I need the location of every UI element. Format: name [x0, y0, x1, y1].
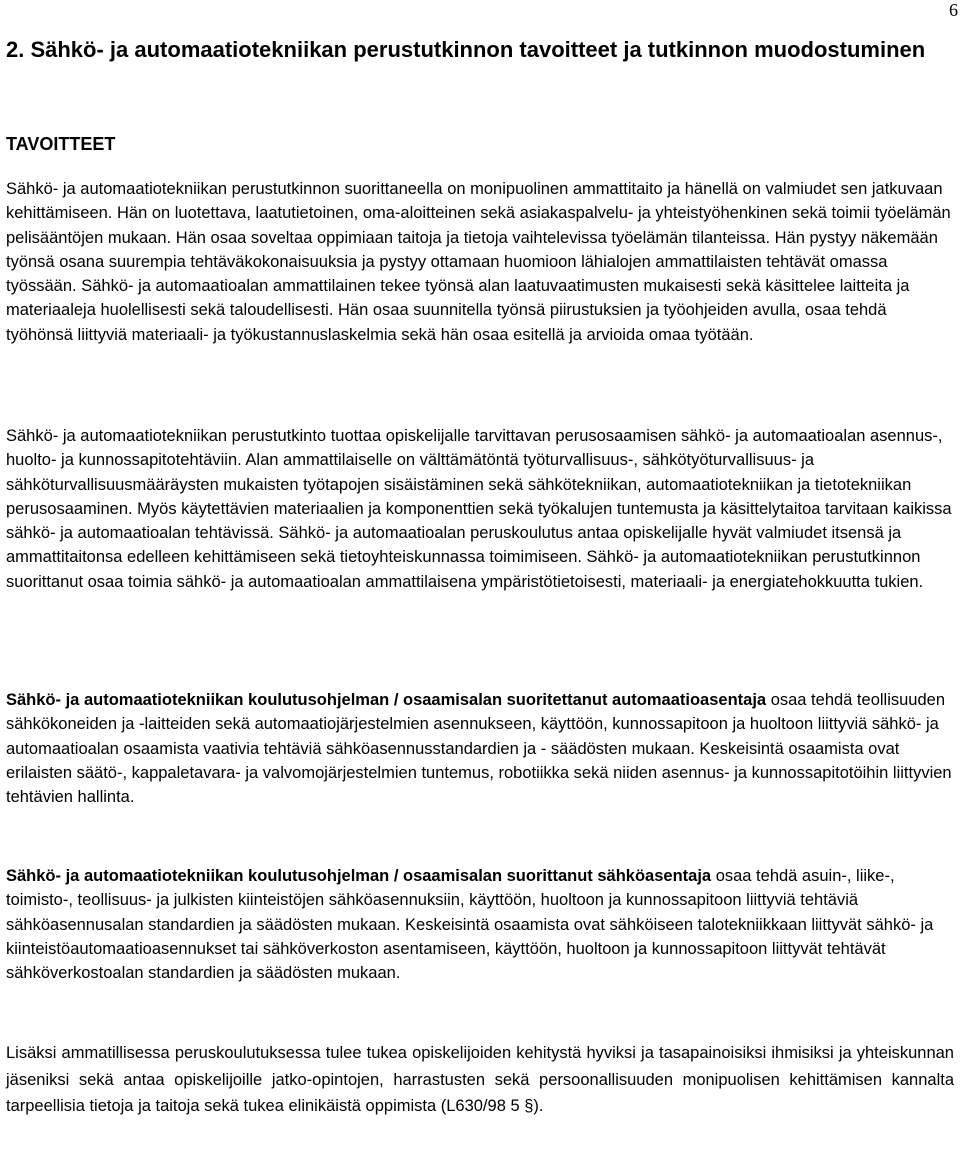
automation-installer-text: osaa tehdä teollisuuden sähkökoneiden ja -laitteiden sekä automaatiojärjestelmien asennukseen, käyttöön, kunnossapitoon ja huoltoon liittyviä sähkö- ja automaatioalan osaamista vaativia tehtäviä sähköasennusstandardien ja - säädösten mukaan. Keskeisintä osaamista ovat erilaisten säätö-, kappaletavara- ja valvomojärjestelmien tuntemus, robotiikka sekä niiden asennus- ja kunnossapitotöihin liittyvien tehtävien hallinta. [6, 691, 952, 807]
objectives-subheading: TAVOITTEET [6, 134, 116, 154]
electrician-text: osaa tehdä asuin-, liike-, toimisto-, teollisuus- ja julkisten kiinteistöjen sähköasennuksiin, käyttöön, huoltoon ja kunnossapitoon liittyviä tehtäviä sähköasennusalan standardien ja säädösten mukaan. Keskeisintä osaamista ovat sähköiseen talotekniikkaan liittyvät sähkö- ja kiinteistöautomaatioasennukset tai sähköverkoston asentamiseen, käyttöön, huoltoon ja kunnossapitoon liittyvät tehtävät sähköverkostoalan standardien ja säädösten mukaan. [6, 867, 934, 983]
electrician-title: Sähkö- ja automaatiotekniikan koulutusohjelman / osaamisalan suorittanut sähköasentaja [6, 867, 712, 885]
automation-installer-title: Sähkö- ja automaatiotekniikan koulutusohjelman / osaamisalan suoritettanut automaatioasentaja [6, 691, 767, 709]
objectives-paragraph: Sähkö- ja automaatiotekniikan perustutkinnon suorittaneella on monipuolinen ammattitaito ja hänellä on valmiudet sen jatkuvaan kehittämiseen. Hän on luotettava, laatutietoinen, oma-aloitteinen sekä asiakaspalvelu- ja yhteistyöhenkinen sekä toimii työelämän pelisääntöjen mukaan. Hän osaa soveltaa oppimiaan taitoja ja tietoja vaihtelevissa työelämän tilanteissa. Hän pystyy näkemään työnsä osana suurempia tehtäväkokonaisuuksia ja pystyy ottamaan huomioon lähialojen ammattilaisten tehtävät omassa työssään. Sähkö- ja automaatioalan ammattilainen tekee työnsä alan laatuvaatimusten mukaisesti sekä käsittelee laitteita ja materiaaleja huolellisesti sekä taloudellisesti. Hän osaa suunnitella työnsä piirustuksien ja työohjeiden avulla, osaa tehdä työhönsä liittyviä materiaali- ja työkustannuslaskelmia sekä hän osaa esitellä ja arvioida omaa työtään. [6, 180, 951, 344]
section-heading: 2. Sähkö- ja automaatiotekniikan perustutkinnon tavoitteet ja tutkinnon muodostuminen [6, 37, 926, 62]
lifelong-learning-paragraph: Lisäksi ammatillisessa peruskoulutuksessa tulee tukea opiskelijoiden kehitystä hyviksi ja tasapainoisiksi ihmisiksi ja yhteiskunnan jäseniksi sekä antaa opiskelijoille jatko-opintojen, harrastusten sekä persoonallisuuden monipuolisen kehittämisen kannalta tarpeellisia tietoja ja taitoja sekä tukea elinikäistä oppimista (L630/98 5 §). [6, 1044, 954, 1115]
basic-competence-paragraph: Sähkö- ja automaatiotekniikan perustutkinto tuottaa opiskelijalle tarvittavan perusosaamisen sähkö- ja automaatioalan asennus-, huolto- ja kunnossapitotehtäviin. Alan ammattilaiselle on välttämätöntä työturvallisuus-, sähkötyöturvallisuus- ja sähköturvallisuusmääräysten mukaisten työtapojen sisäistäminen sekä sähkötekniikan, automaatiotekniikan ja tietotekniikan perusosaaminen. Myös käytettävien materiaalien ja komponenttien sekä työkalujen tuntemusta ja käsittelytaitoa tarvitaan kaikissa sähkö- ja automaatioalan tehtävissä. Sähkö- ja automaatioalan peruskoulutus antaa opiskelijalle hyvät valmiudet itsensä ja ammattitaitonsa edelleen kehittämiseen sekä tietoyhteiskunnassa toimimiseen. Sähkö- ja automaatiotekniikan perustutkinnon suorittanut osaa toimia sähkö- ja automaatioalan ammattilaisena ympäristötietoisesti, materiaali- ja energiatehokkuutta tukien. [6, 427, 952, 591]
page-number: 6 [949, 0, 958, 20]
automation-installer-paragraph [6, 688, 954, 809]
electrician-paragraph [6, 864, 954, 985]
